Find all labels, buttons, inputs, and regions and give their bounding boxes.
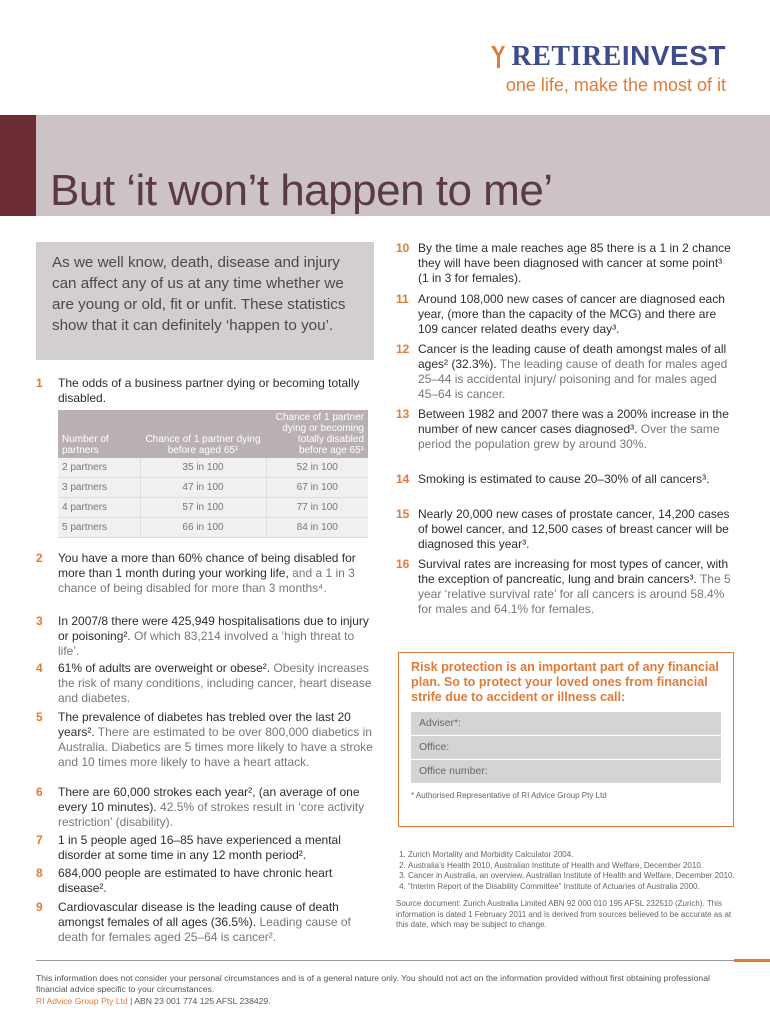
intro-box: As we well know, death, disease and injury can affect any of us at any time whether we are young or old, fit or unfit. These statistics show that it can definitely ‘happen to you’. — [36, 242, 374, 360]
reference-item: 1. Zurich Mortality and Morbidity Calculator 2004. — [408, 850, 740, 861]
stat-item-14: 14 Smoking is estimated to cause 20–30% of all cancers³. — [396, 472, 710, 486]
stat-item-1: 1 The odds of a business partner dying or becoming totally disabled. — [36, 376, 360, 405]
stat-item-16: 16 Survival rates are increasing for most types of cancer, with the exception of pancreatic, lung and brain cancers³. The 5 year ‘relative survival rate’ for all cancers is around 58.4% for males and 64.1% for females. — [396, 557, 731, 616]
stat-item-11: 11 Around 108,000 new cases of cancer are diagnosed each year, (more than the capacity of the MCG) and there are 109 cancer related deaths every day³. — [396, 292, 725, 336]
stat-item-7: 7 1 in 5 people aged 16–85 have experienced a mental disorder at some time in any 12 month period². — [36, 833, 341, 862]
table-header: Chance of 1 partner dying or becoming totally disabled before age 65¹ — [266, 410, 368, 458]
references — [396, 850, 740, 931]
stat-item-6: 6 There are 60,000 strokes each year², (an average of one every 10 minutes). 42.5% of strokes result in ‘core activity restriction’ (disability). — [36, 785, 365, 829]
table-header: Chance of 1 partner dying before aged 65¹ — [140, 410, 266, 458]
stat-item-9: 9 Cardiovascular disease is the leading cause of death amongst females of all ages (36.5%). Leading cause of death for females aged 25–64 is cancer². — [36, 900, 351, 944]
logo-wordmark: RETIREINVEST — [511, 40, 726, 72]
tagline: one life, make the most of it — [505, 75, 726, 95]
cta-heading: Risk protection is an important part of any financial plan. So to protect your loved ones from financial strife due to accident or illness call: — [411, 660, 719, 704]
table-header: Number of partners — [58, 410, 140, 458]
footer-abn: RI Advice Group Pty Ltd | ABN 23 001 774 125 AFSL 238429. — [36, 996, 271, 1006]
partners-table — [58, 410, 368, 538]
table-row: 3 partners 47 in 100 67 in 100 — [58, 478, 368, 498]
stat-item-4: 4 61% of adults are overweight or obese². Obesity increases the risk of many conditions, including cancer, heart disease and diabetes. — [36, 661, 372, 705]
brand-logo — [426, 40, 726, 96]
stat-item-8: 8 684,000 people are estimated to have chronic heart disease². — [36, 866, 333, 895]
office-field[interactable]: Office: — [411, 736, 721, 759]
footer-divider — [36, 960, 734, 961]
title-band — [0, 115, 770, 216]
retireinvest-logo-icon — [489, 44, 507, 70]
authorised-rep-note: * Authorised Representative of RI Advice Group Pty Ltd — [411, 791, 607, 800]
stat-item-2: 2 You have a more than 60% chance of being disabled for more than 1 month during your working life, and a 1 in 3 chance of being disabled for more than 3 months⁴. — [36, 551, 356, 595]
stat-item-3: 3 In 2007/8 there were 425,949 hospitalisations due to injury or poisoning². Of which 83,214 involved a ‘high threat to life’. — [36, 614, 369, 658]
office-number-field[interactable]: Office number: — [411, 760, 721, 783]
stat-item-10: 10 By the time a male reaches age 85 there is a 1 in 2 chance they will have been diagnosed with cancer at some point³ (1 in 3 for females). — [396, 241, 731, 285]
footer-accent — [734, 959, 770, 962]
disclaimer: This information does not consider your personal circumstances and is of a general nature only. You should not act on the information provided without first obtaining professional financial advice specific to your circumstances. — [36, 973, 710, 994]
reference-item: 2. Australia’s Health 2010, Australian Institute of Health and Welfare, December 2010. — [408, 861, 740, 872]
stat-item-5: 5 The prevalence of diabetes has trebled over the last 20 years². There are estimated to be over 800,000 diabetics in Australia. Diabetics are 5 times more likely to have a stroke and 10 times more likely to have a heart attack. — [36, 710, 373, 769]
source-note: Source document: Zurich Australia Limited ABN 92 000 010 195 AFSL 232510 (Zurich). This information is dated 1 February 2011 and is derived from sources believed to be accurate as at this date, which may be subject to change. — [396, 899, 732, 929]
stat-item-13: 13 Between 1982 and 2007 there was a 200% increase in the number of new cancer cases diagnosed³. Over the same period the population grew by around 30%. — [396, 407, 729, 451]
footer-org-link[interactable]: RI Advice Group Pty Ltd — [36, 996, 128, 1006]
stat-item-15: 15 Nearly 20,000 new cases of prostate cancer, 14,200 cases of bowel cancer, and 12,500 cases of breast cancer will be diagnosed this year³. — [396, 507, 730, 551]
table-row: 2 partners 35 in 100 52 in 100 — [58, 458, 368, 478]
table-row: 5 partners 66 in 100 84 in 100 — [58, 518, 368, 538]
reference-item: 3. Cancer in Australia, an overview, Australian Institute of Health and Welfare, December 2010. — [408, 871, 740, 882]
table-row: 4 partners 57 in 100 77 in 100 — [58, 498, 368, 518]
stat-item-12: 12 Cancer is the leading cause of death amongst males of all ages² (32.3%). The leading cause of death for males aged 25–44 is accidental injury/ poisoning and for males aged 45–64 is cancer. — [396, 342, 728, 401]
title-accent-bar — [0, 115, 36, 216]
reference-item: 4. “Interim Report of the Disability Committee” Institute of Actuaries of Australia 2000. — [408, 882, 740, 893]
page-title: But ‘it won’t happen to me’ — [50, 166, 553, 216]
adviser-field[interactable]: Adviser*: — [411, 712, 721, 735]
adviser-contact-box — [398, 652, 734, 827]
